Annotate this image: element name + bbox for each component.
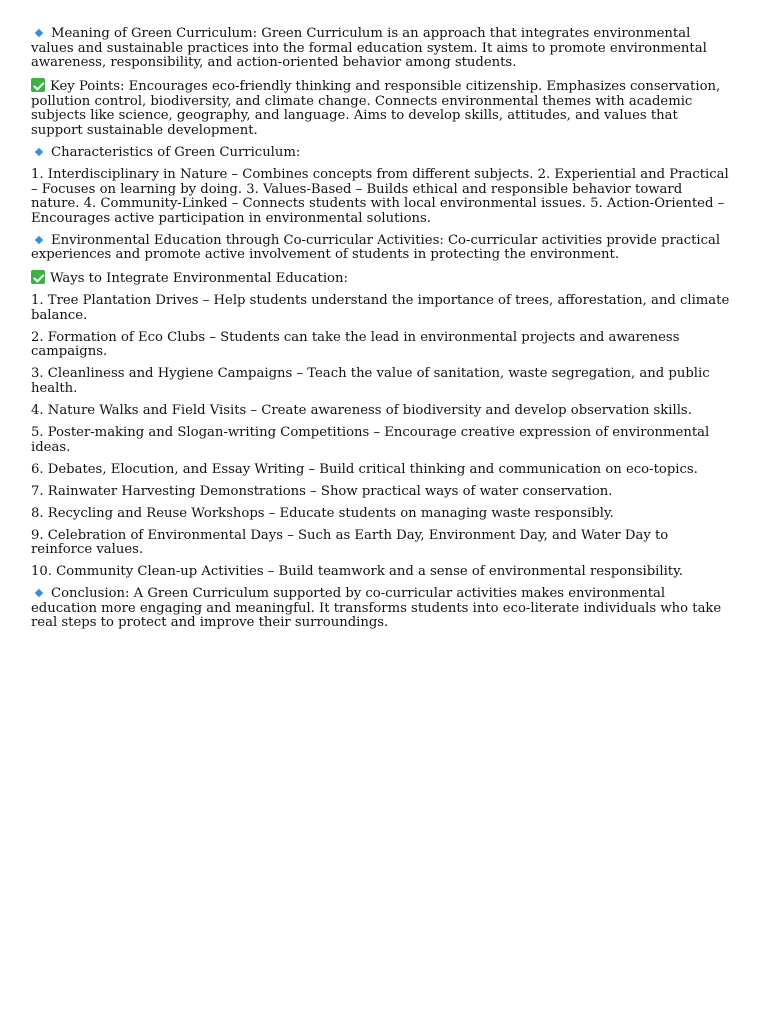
ways-heading — [31, 270, 732, 287]
small-blue-diamond-icon — [35, 148, 43, 156]
list-item: 3. Cleanliness and Hygiene Campaigns – Teach the value of sanitation, waste segregation, and public health. — [31, 366, 710, 396]
small-blue-diamond-icon — [35, 29, 43, 37]
conclusion-paragraph — [31, 587, 732, 631]
small-blue-diamond-icon — [35, 589, 43, 597]
key-points-paragraph — [31, 78, 732, 138]
co-curricular-text: Environmental Education through Co-curricular Activities: Co-curricular activities provide practical experiences and promote active involvement of students in protecting the environment. — [31, 232, 721, 263]
list-item: 2. Formation of Eco Clubs – Students can take the lead in environmental projects and awareness campaigns. — [31, 329, 680, 360]
ways-heading-text: Ways to Integrate Environmental Education: — [50, 271, 348, 287]
list-item: 4. Nature Walks and Field Visits – Create awareness of biodiversity and develop observation skills. — [31, 402, 692, 418]
conclusion-text: Conclusion: A Green Curriculum supported by co-curricular activities makes environmental education more engaging and meaningful. It transforms students into eco-literate individuals who take real steps to protect and improve their surroundings. — [31, 586, 722, 631]
co-curricular-paragraph — [31, 234, 732, 263]
list-item: 5. Poster-making and Slogan-writing Competitions – Encourage creative expression of environmental ideas. — [31, 424, 710, 455]
list-item: 8. Recycling and Reuse Workshops – Educate students on managing waste responsibly. — [31, 505, 614, 521]
green-check-mark-icon — [31, 78, 45, 92]
list-item: 1. Tree Plantation Drives – Help students understand the importance of trees, afforestation, and climate balance. — [31, 293, 730, 323]
list-item: 9. Celebration of Environmental Days – Such as Earth Day, Environment Day, and Water Day to reinforce values. — [31, 527, 669, 558]
green-check-mark-icon — [31, 270, 45, 284]
meaning-text: Meaning of Green Curriculum: Green Curriculum is an approach that integrates environmental values and sustainable practices into the formal education system. It aims to promote environmental awareness, responsibility, and action-oriented behavior among students. — [31, 26, 707, 71]
characteristics-heading-text: Characteristics of Green Curriculum: — [51, 144, 301, 160]
small-blue-diamond-icon — [35, 235, 43, 243]
meaning-paragraph — [31, 27, 732, 71]
characteristics-heading — [31, 146, 732, 161]
list-item: 7. Rainwater Harvesting Demonstrations – Show practical ways of water conservation. — [31, 483, 613, 499]
list-item: 6. Debates, Elocution, and Essay Writing – Build critical thinking and communication on eco-topics. — [31, 461, 698, 477]
list-item: 10. Community Clean-up Activities – Build teamwork and a sense of environmental responsibility. — [31, 564, 683, 580]
characteristics-paragraph: 1. Interdisciplinary in Nature – Combines concepts from different subjects. 2. Experiential and Practical – Focuses on learning by doing. 3. Values-Based – Builds ethical and responsible behavior toward nature. 4. Community-Linked – Connects students with local environmental issues. 5. Action-Oriented – Encourages active participation in environmental solutions. — [31, 166, 729, 226]
key-points-text: Key Points: Encourages eco-friendly thinking and responsible citizenship. Emphasizes conservation, pollution control, biodiversity, and climate change. Connects environmental themes with academic subjects like science, geography, and language. Aims to develop skills, attitudes, and values that support sustainable development. — [31, 79, 721, 138]
